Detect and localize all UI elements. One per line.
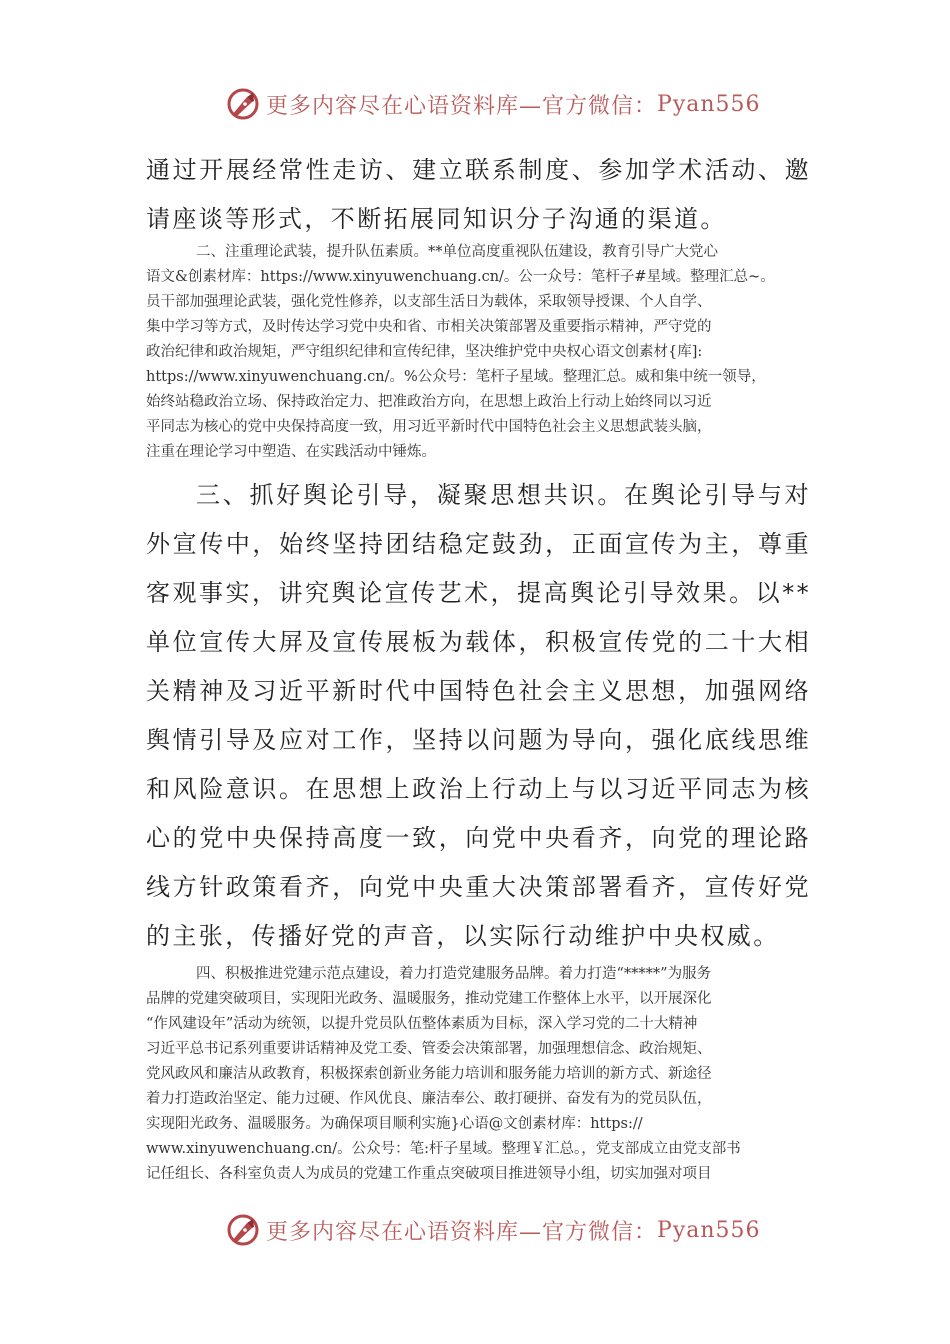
text-line: 通过开展经常性走访、建立联系制度、参加学术活动、邀	[146, 156, 811, 184]
text-line: 语文&创素材库：https://www.xinyuwenchuang.cn/。公一众号：笔杆子#星域。整理汇总~。	[146, 269, 775, 285]
text-line: https://www.xinyuwenchuang.cn/。%公众号：笔杆子星域。整理汇总。威和集中统一领导，	[146, 369, 766, 385]
text-line: 客观事实，讲究舆论宣传艺术，提高舆论引导效果。以**	[146, 579, 811, 607]
text-line: 员干部加强理论武装，强化党性修养，以支部生活日为载体，采取领导授课、个人自学、	[146, 294, 712, 310]
text-line: 心的党中央保持高度一致，向党中央看齐，向党的理论路	[146, 824, 811, 852]
header-banner	[0, 84, 950, 124]
text-line: 集中学习等方式，及时传达学习党中央和省、市相关决策部署及重要指示精神，严守党的	[146, 319, 712, 335]
paragraph-2	[146, 240, 810, 465]
text-line: 的主张，传播好党的声音，以实际行动维护中央权威。	[146, 922, 780, 950]
text-line: 品牌的党建突破项目，实现阳光政务、温暖服务，推动党建工作整体上水平，以开展深化	[146, 991, 712, 1007]
banner-wechat-id: Pyan556	[657, 1217, 761, 1243]
text-line: 线方针政策看齐，向党中央重大决策部署看齐，宣传好党	[146, 873, 811, 901]
text-line: 请座谈等形式，不断拓展同知识分子沟通的渠道。	[146, 205, 727, 233]
text-line: 习近平总书记系列重要讲话精神及党工委、管委会决策部署，加强理想信念、政治规矩、	[146, 1041, 712, 1057]
banner-text: 更多内容尽在心语资料库—官方微信：	[266, 93, 658, 119]
text-line: 舆情引导及应对工作，坚持以问题为导向，强化底线思维	[146, 726, 811, 754]
text-line: 单位宣传大屏及宣传展板为载体，积极宣传党的二十大相	[146, 628, 811, 656]
text-line: www.xinyuwenchuang.cn/。公众号：笔:杆子星域。整理￥汇总。，党支部成立由党支部书	[146, 1141, 741, 1157]
text-line: 始终站稳政治立场、保持政治定力、把准政治方向，在思想上政治上行动上始终同以习近	[146, 394, 712, 410]
text-line: 注重在理论学习中塑造、在实践活动中锤炼。	[146, 444, 436, 460]
text-line: “作风建设年”活动为统领，以提升党员队伍整体素质为目标，深入学习党的二十大精神	[146, 1016, 698, 1032]
text-line: 党风政风和廉洁从政教育，积极探索创新业务能力培训和服务能力培训的新方式、新途径	[146, 1066, 712, 1082]
text-line: 外宣传中，始终坚持团结稳定鼓劲，正面宣传为主，尊重	[146, 530, 811, 558]
text-line: 政治纪律和政治规矩，严守组织纪律和宣传纪律，坚决维护党中央权心语文创素材{库]:	[146, 344, 703, 360]
paragraph-4	[146, 962, 810, 1187]
pen-nib-logo-icon	[226, 87, 260, 121]
text-line: 三、抓好舆论引导，凝聚思想共识。在舆论引导与对	[196, 481, 811, 509]
text-line: 关精神及习近平新时代中国特色社会主义思想，加强网络	[146, 677, 811, 705]
banner-wechat-id: Pyan556	[657, 91, 761, 117]
paragraph-3	[146, 471, 811, 961]
footer-banner	[0, 1210, 950, 1250]
text-line: 记任组长、各科室负责人为成员的党建工作重点突破项目推进领导小组，切实加强对项目	[146, 1166, 712, 1182]
banner-text: 更多内容尽在心语资料库—官方微信：	[266, 1219, 658, 1245]
paragraph-1	[146, 146, 811, 244]
text-line: 实现阳光政务、温暖服务。为确保项目顺利实施}心语@文创素材库：https://	[146, 1116, 643, 1132]
text-line: 着力打造政治坚定、能力过硬、作风优良、廉洁奉公、敢打硬拼、奋发有为的党员队伍，	[146, 1091, 712, 1107]
text-line: 二、注重理论武装，提升队伍素质。**单位高度重视队伍建设，教育引导广大党心	[196, 244, 718, 260]
pen-nib-logo-icon	[226, 1213, 260, 1247]
text-line: 四、积极推进党建示范点建设，着力打造党建服务品牌。着力打造“*****”为服务	[196, 966, 712, 982]
text-line: 和风险意识。在思想上政治上行动上与以习近平同志为核	[146, 775, 811, 803]
text-line: 平同志为核心的党中央保持高度一致，用习近平新时代中国特色社会主义思想武装头脑，	[146, 419, 712, 435]
